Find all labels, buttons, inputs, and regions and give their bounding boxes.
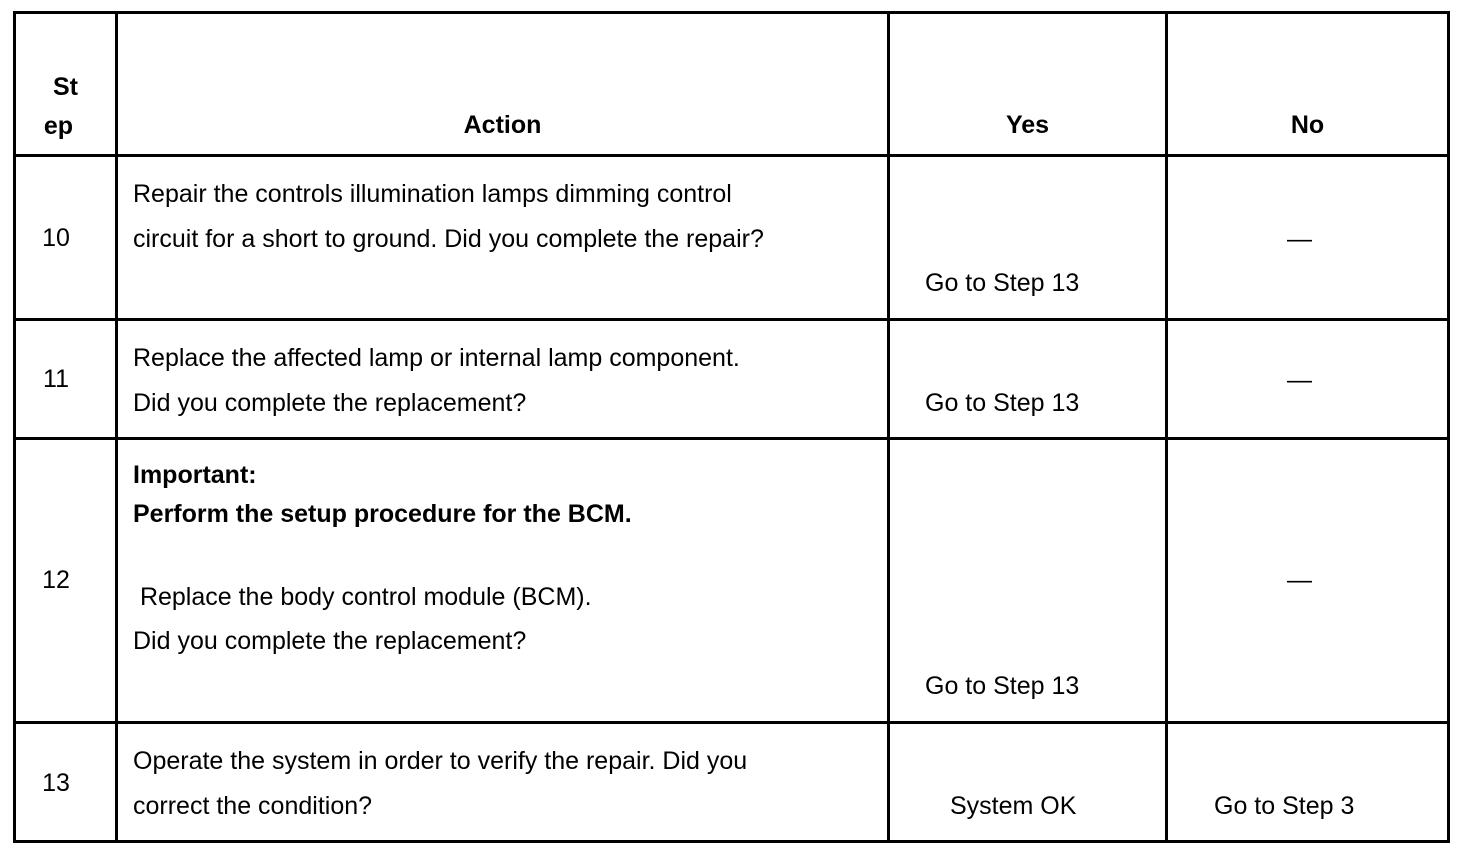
important-label: Important:: [133, 461, 257, 489]
no-result: —: [1287, 225, 1312, 253]
header-step-line1: St: [53, 73, 78, 101]
step-number: 10: [42, 224, 70, 252]
header-action: Action: [463, 111, 542, 139]
yes-result: Go to Step 13: [925, 269, 1080, 297]
action-text-line: Operate the system in order to verify the repair. Did you: [133, 747, 748, 775]
header-step-line2: ep: [43, 112, 74, 140]
table-border-top: [13, 11, 1450, 14]
action-text-line: Replace the body control module (BCM).: [133, 583, 592, 611]
yes-result: System OK: [950, 792, 1077, 820]
action-text-line: Replace the affected lamp or internal lamp component.: [133, 344, 740, 372]
header-no: No: [1290, 111, 1325, 139]
important-text: Perform the setup procedure for the BCM.: [133, 500, 632, 528]
row-divider: [13, 437, 1450, 440]
step-number: 11: [43, 365, 69, 393]
diagnostic-step-table: [13, 11, 1450, 843]
action-text-line: Did you complete the replacement?: [133, 389, 527, 417]
action-text-line: Did you complete the replacement?: [133, 627, 527, 655]
yes-result: Go to Step 13: [925, 672, 1080, 700]
no-result: —: [1287, 566, 1312, 594]
row-divider: [13, 721, 1450, 724]
action-text-line: correct the condition?: [133, 792, 373, 820]
step-number: 13: [42, 769, 70, 797]
step-number: 12: [42, 566, 70, 594]
table-border-right: [1447, 11, 1450, 843]
table-border-bottom: [13, 840, 1450, 843]
action-text-line: Repair the controls illumination lamps dimming control: [133, 180, 732, 208]
no-result: Go to Step 3: [1214, 792, 1355, 820]
no-result: —: [1287, 366, 1312, 394]
yes-result: Go to Step 13: [925, 389, 1080, 417]
action-text-line: circuit for a short to ground. Did you complete the repair?: [133, 225, 764, 253]
row-divider: [13, 318, 1450, 321]
header-yes: Yes: [1005, 111, 1050, 139]
header-divider: [13, 154, 1450, 157]
